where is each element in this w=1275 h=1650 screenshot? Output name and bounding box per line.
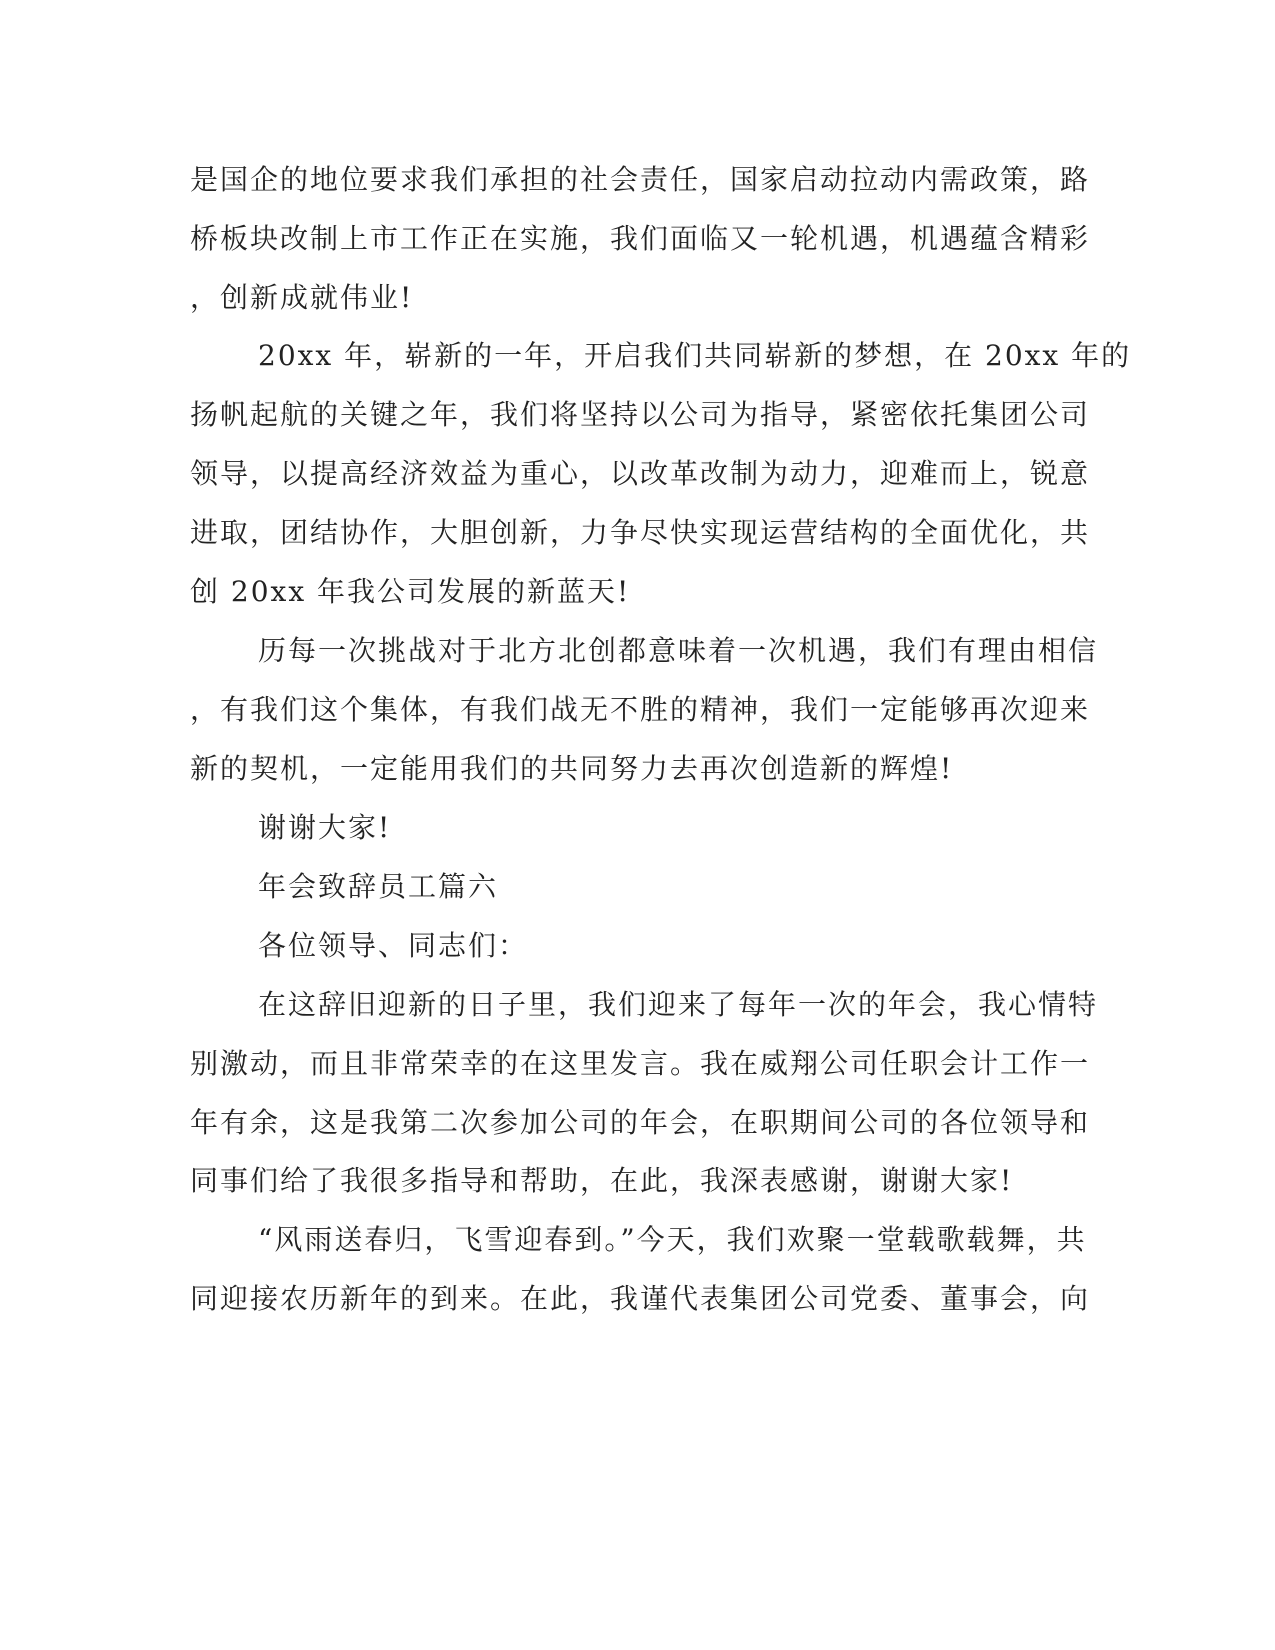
text-line: 历每一次挑战对于北方北创都意味着一次机遇，我们有理由相信: [258, 634, 1099, 667]
text-line: 创 20xx 年我公司发展的新蓝天!: [190, 575, 631, 608]
text-line: ，创新成就伟业!: [190, 281, 414, 314]
text-line: 20xx 年，崭新的一年，开启我们共同崭新的梦想，在 20xx 年的: [258, 339, 1132, 372]
text-line: 别激动，而且非常荣幸的在这里发言。我在威翔公司任职会计工作一: [190, 1047, 1091, 1080]
text-line: 谢谢大家!: [258, 811, 392, 844]
text-line: 领导，以提高经济效益为重心，以改革改制为动力，迎难而上，锐意: [190, 457, 1091, 490]
text-line: 年有余，这是我第二次参加公司的年会，在职期间公司的各位领导和: [190, 1106, 1091, 1139]
text-line: 进取，团结协作，大胆创新，力争尽快实现运营结构的全面优化，共: [190, 516, 1091, 549]
section-heading: 年会致辞员工篇六: [258, 870, 499, 903]
text-line: 桥板块改制上市工作正在实施，我们面临又一轮机遇，机遇蕴含精彩: [190, 222, 1091, 255]
text-line: 在这辞旧迎新的日子里，我们迎来了每年一次的年会，我心情特: [258, 988, 1099, 1021]
text-line: ，有我们这个集体，有我们战无不胜的精神，我们一定能够再次迎来: [190, 693, 1091, 726]
text-line: 同迎接农历新年的到来。在此，我谨代表集团公司党委、董事会，向: [190, 1282, 1091, 1315]
text-line: “风雨送春归，飞雪迎春到。”今天，我们欢聚一堂载歌载舞，共: [258, 1223, 1087, 1256]
text-line: 新的契机，一定能用我们的共同努力去再次创造新的辉煌!: [190, 752, 954, 785]
text-line: 是国企的地位要求我们承担的社会责任，国家启动拉动内需政策，路: [190, 163, 1091, 196]
text-line: 扬帆起航的关键之年，我们将坚持以公司为指导，紧密依托集团公司: [190, 398, 1091, 431]
salutation: 各位领导、同志们：: [258, 929, 529, 962]
text-line: 同事们给了我很多指导和帮助，在此，我深表感谢，谢谢大家!: [190, 1164, 1014, 1197]
